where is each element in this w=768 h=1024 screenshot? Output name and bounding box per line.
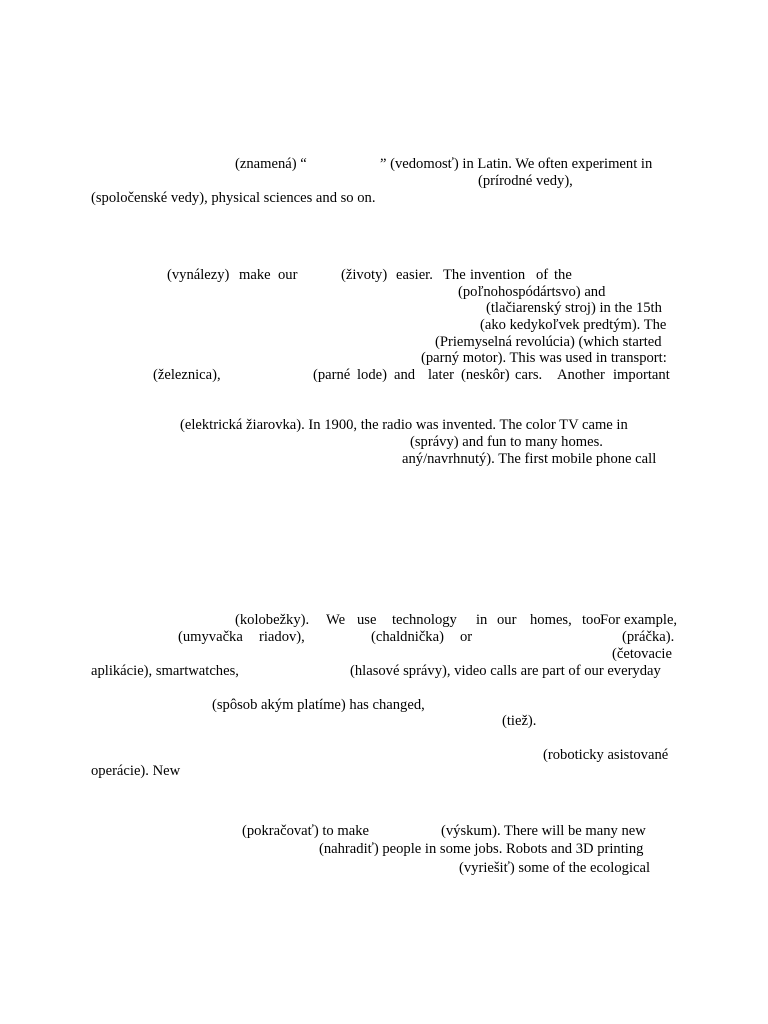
text-fragment: our [278,267,298,283]
text-fragment: The [443,267,466,283]
text-fragment: our [497,612,517,628]
text-fragment: (práčka). [622,629,675,645]
text-fragment: (vyriešiť) some of the ecological [459,860,651,876]
text-fragment: (vynálezy) [167,267,230,283]
text-fragment: the [554,267,572,283]
text-fragment: homes, [530,612,572,628]
text-fragment: easier. [396,267,433,283]
text-fragment: riadov), [259,629,305,645]
text-fragment: (správy) and fun to many homes. [410,434,603,450]
text-fragment: important [613,367,670,383]
text-fragment: (elektrická žiarovka). In 1900, the radio was invented. The color TV came in [180,417,628,433]
text-fragment: For [600,612,621,628]
text-fragment: (Priemyselná revolúcia) (which started [435,334,662,350]
text-fragment: cars. [515,367,543,383]
text-fragment: (znamená) “ [235,156,307,172]
text-fragment: (roboticky asistované [543,747,669,763]
text-fragment: We [326,612,346,628]
text-fragment: (parné [313,367,351,383]
text-fragment: (tlačiarenský stroj) in the 15th [486,300,662,316]
text-fragment: later [428,367,454,383]
text-fragment: example, [624,612,678,628]
text-fragment: (ako kedykoľvek predtým). The [480,317,667,333]
text-fragment: (spôsob akým platíme) has changed, [212,697,425,713]
text-fragment: (chaldnička) [371,629,444,645]
text-fragment: (železnica), [153,367,221,383]
text-fragment: in [476,612,488,628]
text-fragment: or [460,629,473,645]
text-fragment: (spoločenské vedy), physical sciences and so on. [91,190,376,206]
text-fragment: invention [470,267,526,283]
text-fragment: and [394,367,416,383]
text-fragment: (výskum). There will be many new [441,823,646,839]
text-fragment: Another [557,367,605,383]
text-fragment: make [239,267,271,283]
text-fragment: of [536,267,549,283]
text-fragment: (poľnohospódártsvo) and [458,284,606,300]
text-fragment: (nahradiť) people in some jobs. Robots and 3D printing [319,841,644,857]
text-fragment: ” (vedomosť) in Latin. We often experiment in [380,156,653,172]
text-fragment: aplikácie), smartwatches, [91,663,239,679]
text-fragment: operácie). New [91,763,181,779]
text-fragment: (hlasové správy), video calls are part of our everyday [350,663,661,679]
text-fragment: lode) [357,367,387,383]
text-fragment: aný/navrhnutý). The first mobile phone call [402,451,657,467]
text-fragment: (prírodné vedy), [478,173,573,189]
text-fragment: use [357,612,377,628]
text-fragment: (kolobežky). [235,612,310,628]
text-fragment: (parný motor). This was used in transport: [421,350,667,366]
text-fragment: (životy) [341,267,388,283]
text-fragment: technology [392,612,457,628]
text-fragment: (pokračovať) to make [242,823,369,839]
text-fragment: too. [582,612,605,628]
text-fragment: (tiež). [502,713,537,729]
text-fragment: (neskôr) [461,367,510,383]
text-fragment: (četovacie [612,646,672,662]
text-fragment: (umyvačka [178,629,243,645]
